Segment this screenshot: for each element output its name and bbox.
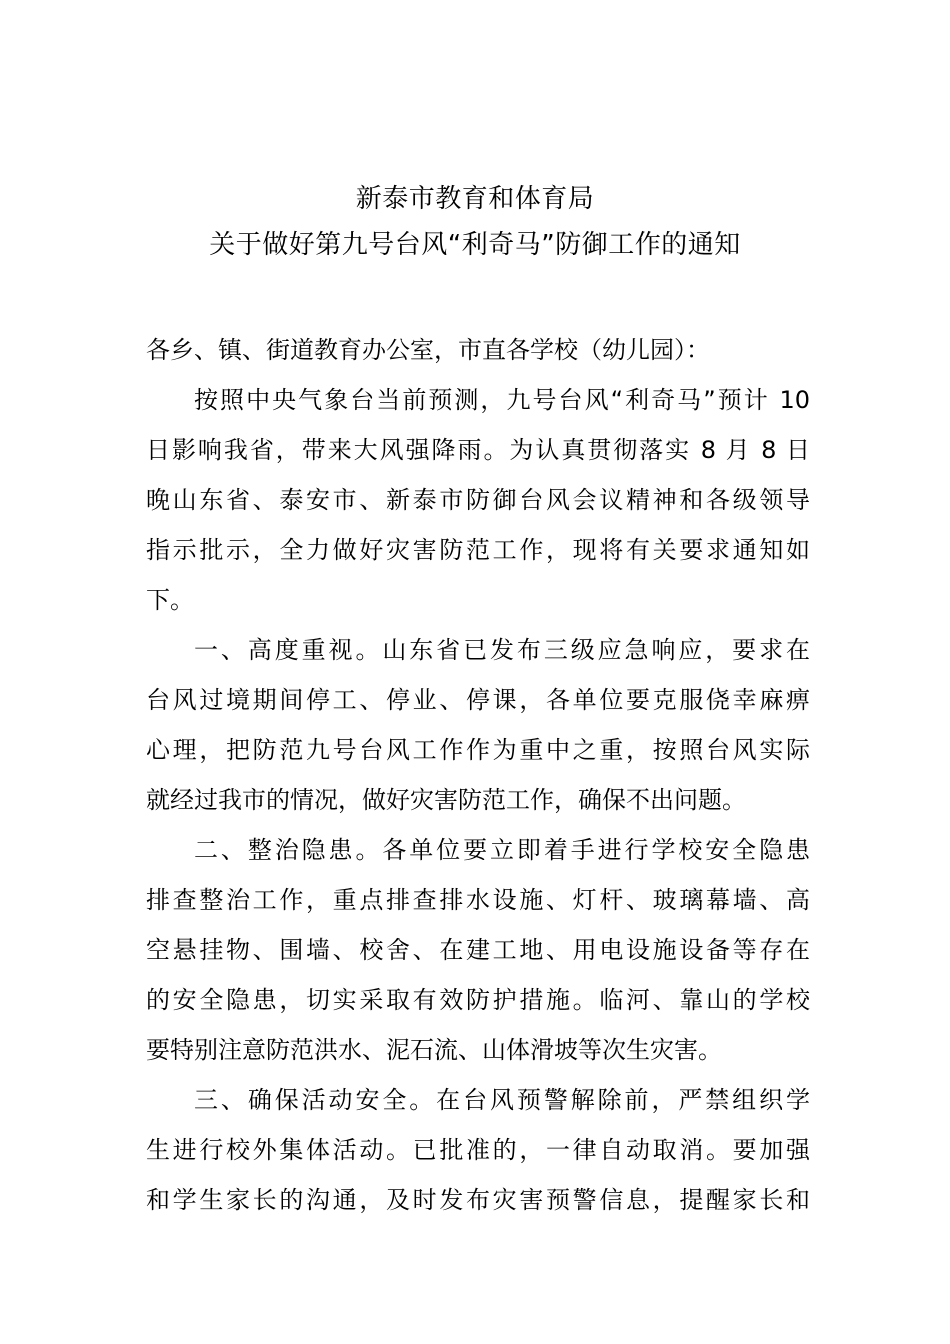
document-title (0, 176, 950, 268)
title-subject: 关于做好第九号台风“利奇马”防御工作的通知 (209, 230, 741, 260)
paragraph-item-3 (146, 1075, 810, 1225)
text-line: 就经过我市的情况，做好灾害防范工作，确保不出问题。 (146, 786, 746, 814)
text-line: 生进行校外集体活动。已批准的，一律自动取消。要加强 (146, 1136, 810, 1164)
paragraph-item-2 (146, 825, 810, 1075)
paragraph-forecast (146, 375, 810, 625)
text-line: 二、整治隐患。各单位要立即着手进行学校安全隐患 (194, 836, 810, 864)
text-line: 排查整治工作，重点排查排水设施、灯杆、玻璃幕墙、高 (146, 886, 810, 914)
title-issuer: 新泰市教育和体育局 (355, 184, 595, 214)
text-line: 指示批示，全力做好灾害防范工作，现将有关要求通知如 (146, 536, 810, 564)
text-line: 三、确保活动安全。在台风预警解除前，严禁组织学 (194, 1086, 810, 1114)
text-line: 晚山东省、泰安市、新泰市防御台风会议精神和各级领导 (146, 486, 810, 514)
text-line: 台风过境期间停工、停业、停课，各单位要克服侥幸麻痹 (146, 686, 810, 714)
salutation: 各乡、镇、街道教育办公室，市直各学校（幼儿园）： (146, 336, 710, 364)
text-line: 按照中央气象台当前预测，九号台风“利奇马”预计 10 (194, 386, 810, 414)
paragraph-item-1 (146, 625, 810, 825)
text-line: 空悬挂物、围墙、校舍、在建工地、用电设施设备等存在 (146, 936, 810, 964)
text-line: 和学生家长的沟通，及时发布灾害预警信息，提醒家长和 (146, 1186, 810, 1214)
text-line: 要特别注意防范洪水、泥石流、山体滑坡等次生灾害。 (146, 1036, 722, 1064)
document-body (146, 325, 810, 1225)
text-line: 的安全隐患，切实采取有效防护措施。临河、靠山的学校 (146, 986, 810, 1014)
text-line: 下。 (146, 586, 194, 614)
text-line: 心理，把防范九号台风工作作为重中之重，按照台风实际 (146, 736, 810, 764)
text-line: 一、高度重视。山东省已发布三级应急响应，要求在 (194, 636, 810, 664)
text-line: 日影响我省，带来大风强降雨。为认真贯彻落实 8 月 8 日 (146, 436, 810, 464)
